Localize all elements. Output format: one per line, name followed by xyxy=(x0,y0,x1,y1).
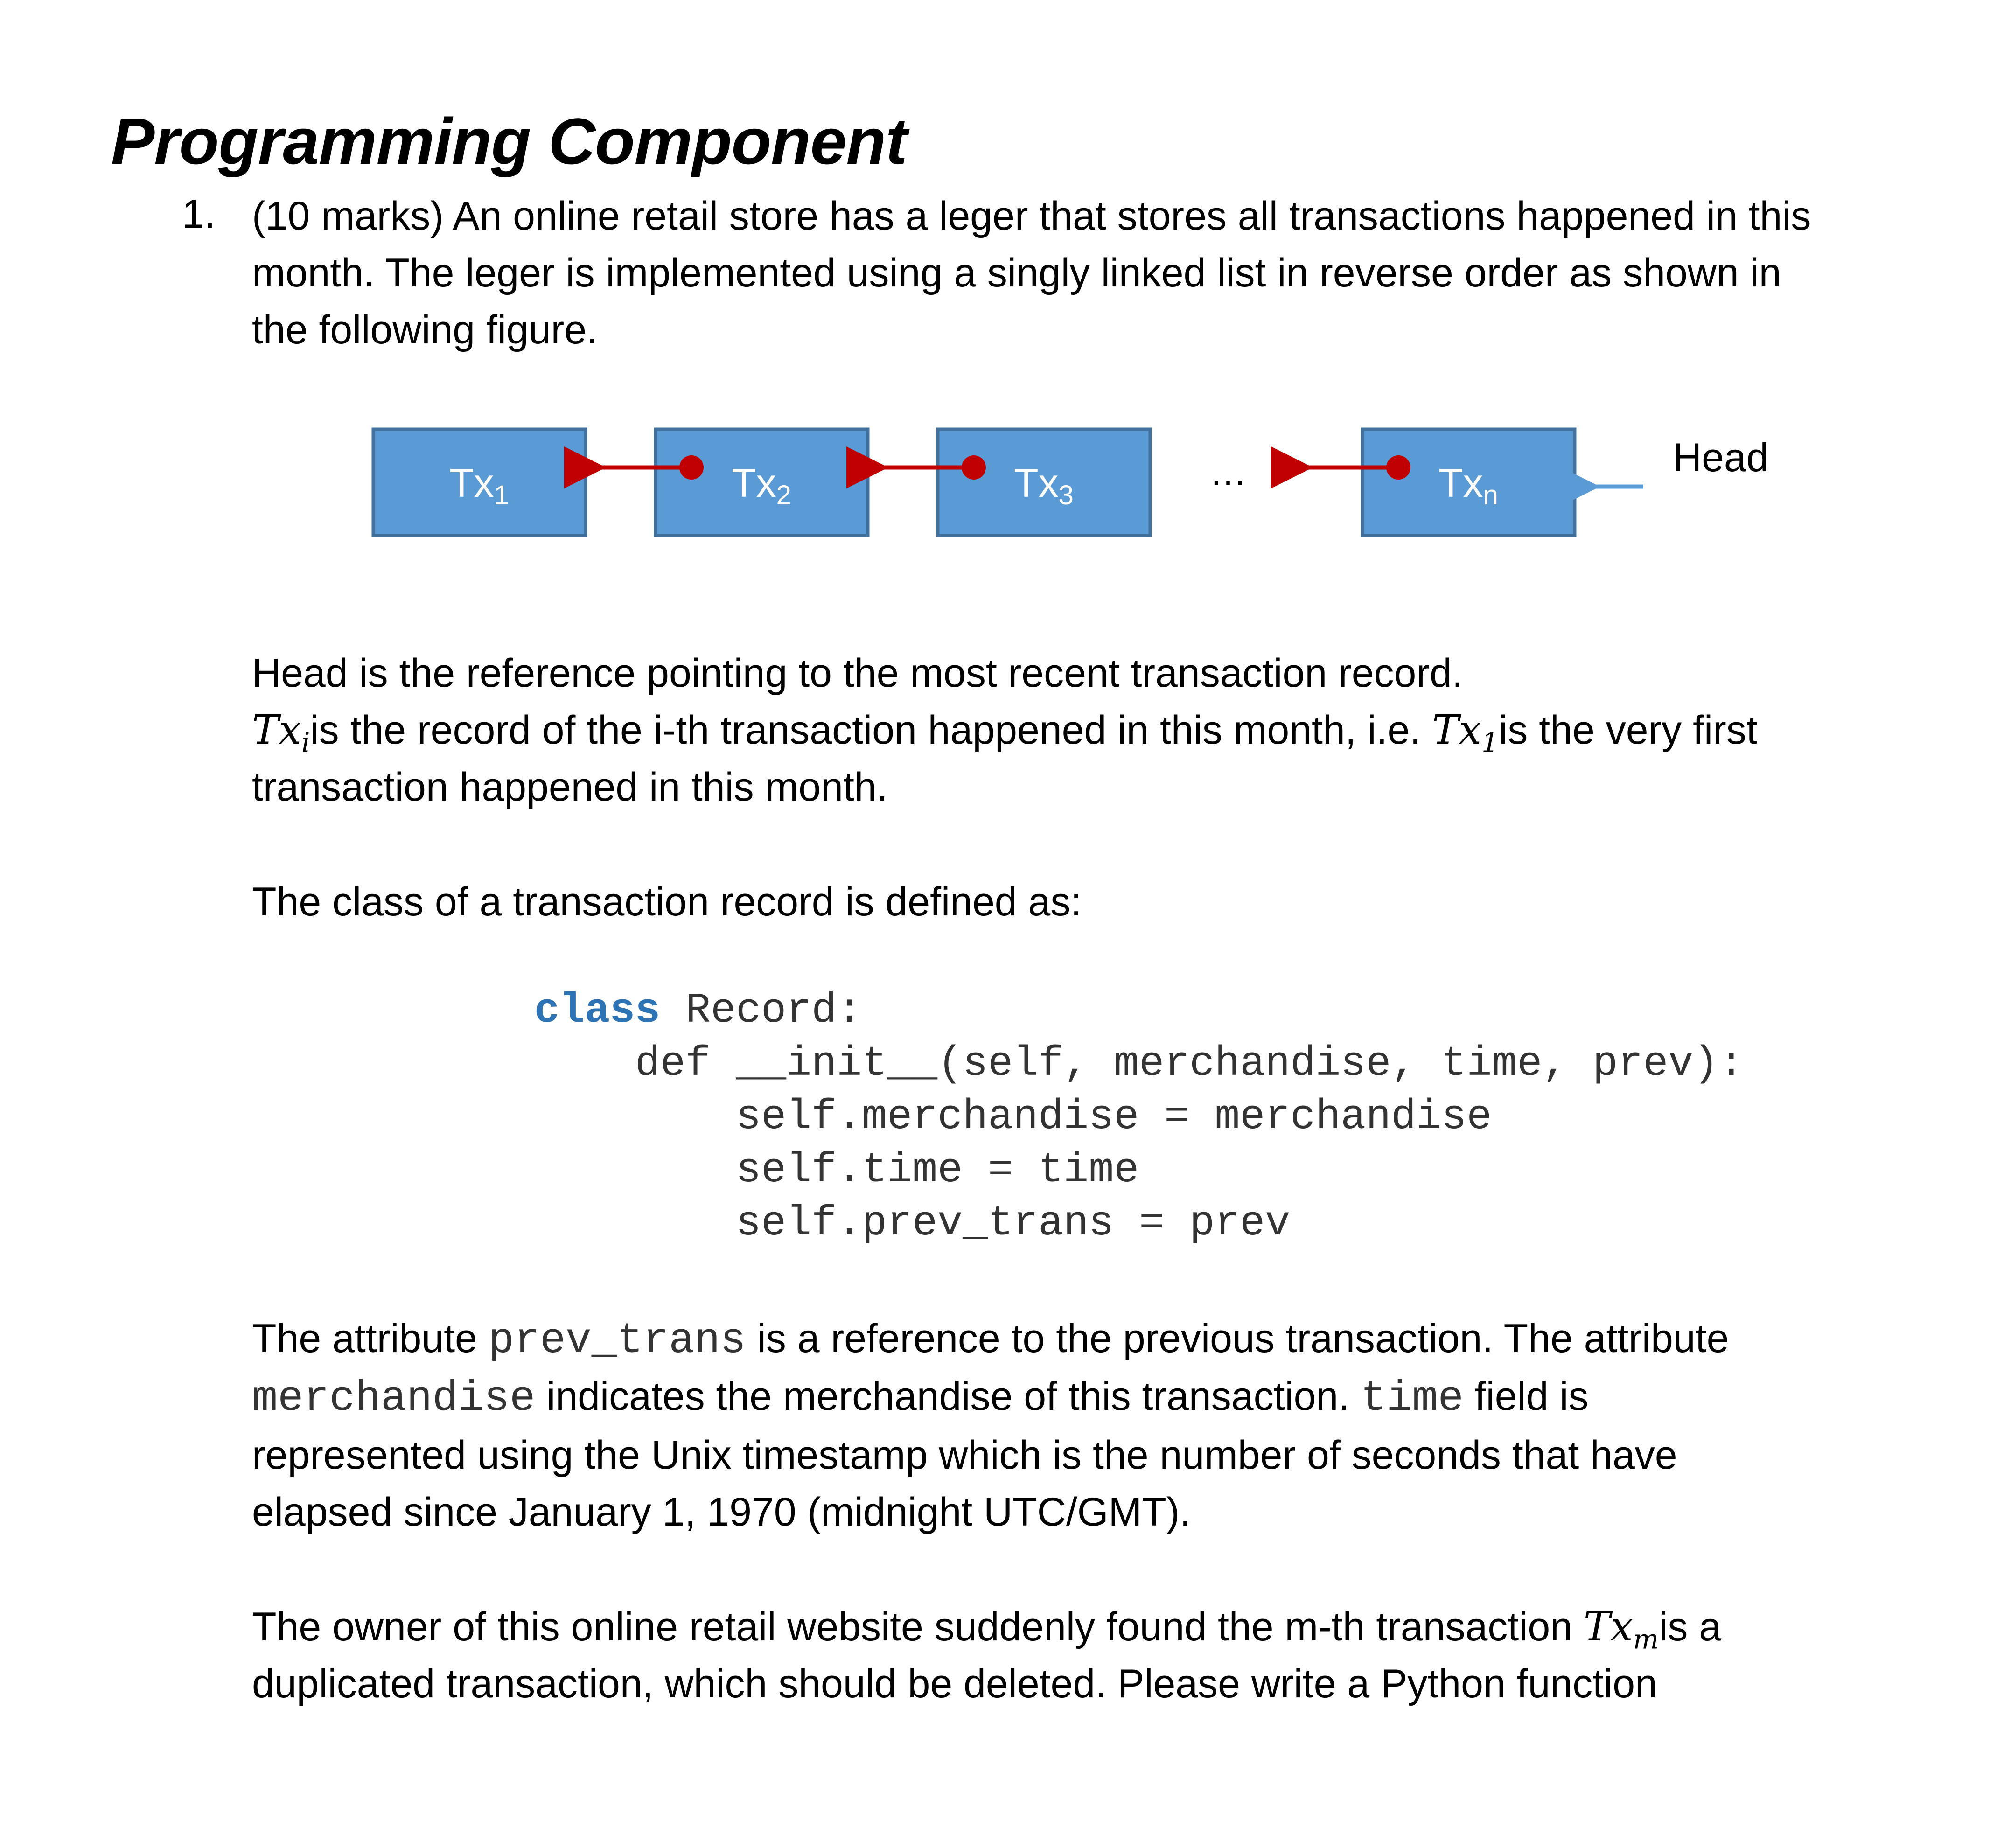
node-tx1-base: Tx xyxy=(449,461,494,506)
para3-line-4: elapsed since January 1, 1970 (midnight UTC/GMT). xyxy=(252,1490,1191,1534)
node-txn-base: Tx xyxy=(1438,461,1483,506)
para3-line-1: The attribute prev_trans is a reference to the previous transaction. The attribute xyxy=(252,1316,1729,1365)
head-label: Head xyxy=(1673,435,1769,480)
question-number: 1. xyxy=(182,192,216,237)
math-tx-i: $Tx_i$ xyxy=(252,707,310,759)
para1-line-2-b: is the very first xyxy=(1499,708,1758,753)
para2: The class of a transaction record is defined as: xyxy=(252,879,1082,924)
para3-line-3: represented using the Unix timestamp which is the number of seconds that have xyxy=(252,1433,1677,1478)
code-line-3: self.merchandise = merchandise xyxy=(534,1094,1492,1141)
math-tx-1: $Tx_1$ xyxy=(1432,707,1499,759)
linked-list-diagram xyxy=(0,0,1997,607)
para1-line-2 xyxy=(252,707,1758,759)
node-tx2-sub: 2 xyxy=(776,480,791,510)
para1-line-1: Head is the reference pointing to the most recent transaction record. xyxy=(252,651,1463,696)
node-tx1 xyxy=(373,429,586,536)
para1-line-2-a: is the record of the i-th transaction happened in this month, i.e. xyxy=(310,708,1432,753)
code-block xyxy=(534,984,1744,1250)
para3-line-2: merchandise indicates the merchandise of this transaction. time field is xyxy=(252,1374,1589,1423)
pointer-txn-to-previous xyxy=(1309,455,1410,480)
code-prev-trans: prev_trans xyxy=(488,1316,746,1365)
node-txn-sub: n xyxy=(1483,480,1498,510)
para1-line-3: transaction happened in this month. xyxy=(252,765,888,809)
question-line-2: month. The leger is implemented using a singly linked list in reverse order as shown in xyxy=(252,251,1781,295)
node-tx2 xyxy=(656,429,868,536)
para4-line-2: duplicated transaction, which should be deleted. Please write a Python function xyxy=(252,1661,1657,1706)
code-time: time xyxy=(1361,1374,1464,1423)
node-tx3 xyxy=(938,429,1150,536)
node-tx3-base: Tx xyxy=(1014,461,1059,506)
pointer-tx3-to-tx2 xyxy=(884,455,986,480)
code-line-5: self.prev_trans = prev xyxy=(534,1200,1291,1248)
node-tx1-sub: 1 xyxy=(494,480,509,510)
ellipsis: … xyxy=(1209,452,1247,493)
para4-line-1: The owner of this online retail website suddenly found the m-th transaction $Tx_mis$ a xyxy=(252,1604,1722,1655)
code-line-4: self.time = time xyxy=(534,1147,1139,1194)
pointer-tx2-to-tx1 xyxy=(602,455,704,480)
math-tx-m: $Tx_m$ xyxy=(1583,1604,1659,1655)
question-line-1: (10 marks) An online retail store has a leger that stores all transactions happened in this xyxy=(252,194,1811,238)
code-keyword-class: class xyxy=(534,987,661,1035)
section-heading: Programming Component xyxy=(111,105,907,178)
question-line-3: the following figure. xyxy=(252,307,598,352)
node-tx2-base: Tx xyxy=(732,461,776,506)
node-tx3-sub: 3 xyxy=(1058,480,1074,510)
code-merchandise: merchandise xyxy=(252,1374,536,1423)
code-line-1: class Record: xyxy=(534,987,862,1035)
code-line-2: def __init__(self, merchandise, time, prev): xyxy=(534,1040,1744,1088)
node-txn xyxy=(1362,429,1575,536)
